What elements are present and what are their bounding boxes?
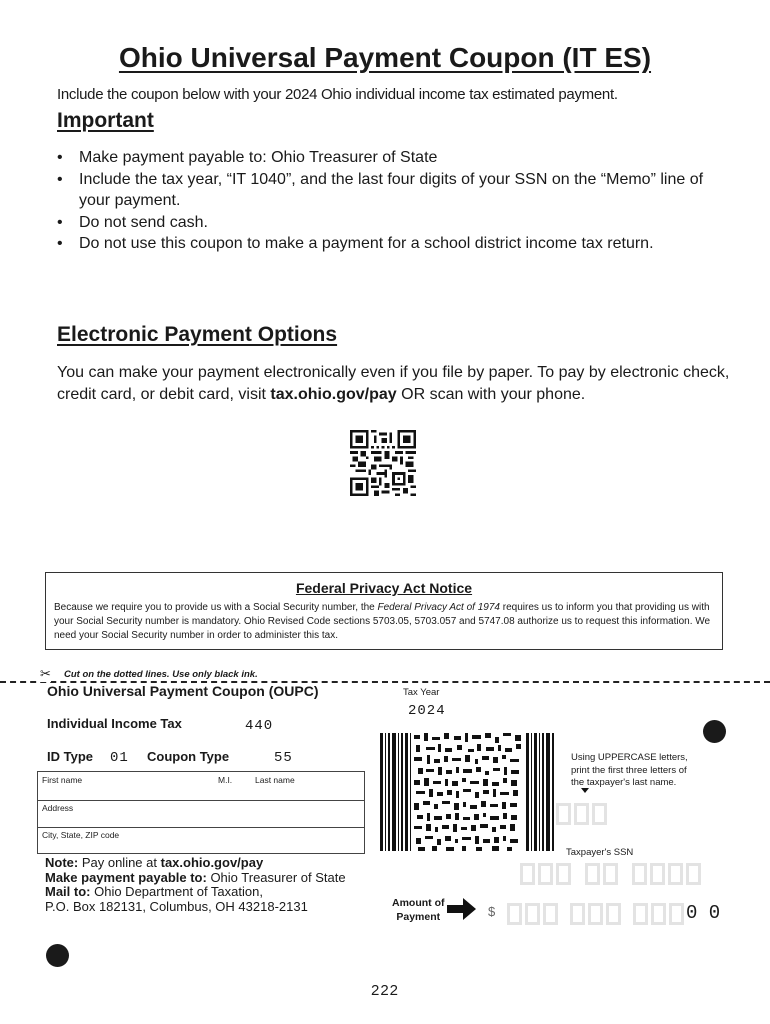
tax-year-label: Tax Year [403, 687, 440, 698]
address-row[interactable] [38, 801, 364, 828]
registration-dot-top [703, 720, 726, 743]
registration-dot-bottom [46, 944, 69, 967]
address-label: Address [42, 803, 74, 813]
ssn-label: Taxpayer's SSN [566, 847, 634, 858]
page-number: 222 [370, 982, 400, 999]
list-item: • Include the tax year, “IT 1040”, and the last four digits of your SSN on the “Memo” line of your payment. [57, 169, 737, 212]
ssn-boxes[interactable] [520, 863, 701, 885]
list-item: • Do not send cash. [57, 212, 737, 234]
id-type-value: 01 [110, 750, 129, 766]
amount-boxes[interactable] [507, 903, 684, 925]
list-item: • Do not use this coupon to make a payment for a school district income tax return. [57, 233, 737, 255]
id-type-label: ID Type [47, 749, 93, 764]
last-name-label: Last name [255, 775, 295, 785]
mi-label: M.I. [218, 775, 233, 785]
scissors-icon: ✂ [40, 666, 51, 681]
electronic-text: You can make your payment electronically even if you file by paper. To pay by electronic check, credit card, or debit card, visit tax.ohio.gov/pay OR scan with your phone. [57, 364, 730, 403]
city-row[interactable] [38, 828, 364, 855]
arrow-down-icon [581, 788, 589, 793]
important-heading: Important [57, 109, 154, 132]
first-name-label: First name [42, 775, 83, 785]
cents-value: 0 0 [686, 902, 721, 924]
pay-link[interactable]: tax.ohio.gov/pay [270, 385, 397, 403]
income-tax-label: Individual Income Tax [47, 716, 182, 731]
page-title: Ohio Universal Payment Coupon (IT ES) [118, 42, 652, 73]
last-name-boxes[interactable] [556, 803, 607, 825]
tax-year-value: 2024 [408, 703, 446, 719]
privacy-text: Because we require you to provide us with a Social Security number, the Federal Privacy Act of 1974 requires us to inform you that providing us with your Social Security number is mandatory. Ohio Revised Code sections 5703.05, 5703.057 and 5747.08 authorize us to request this information. We need your Social Security number in order to administer this tax. [54, 602, 711, 641]
important-list [57, 147, 737, 255]
cut-note: Cut on the dotted lines. Use only black ink. [64, 669, 258, 680]
uppercase-note: Using UPPERCASE letters, print the first three letters of the taxpayer's last name. [571, 752, 688, 788]
dollar-sign: $ [488, 904, 496, 919]
intro-text: Include the coupon below with your 2024 Ohio individual income tax estimated payment. [57, 86, 618, 103]
income-tax-code: 440 [245, 718, 274, 734]
privacy-heading: Federal Privacy Act Notice [295, 580, 473, 596]
city-label: City, State, ZIP code [42, 830, 120, 840]
qr-code-icon[interactable] [350, 430, 416, 496]
list-item: • Make payment payable to: Ohio Treasurer of State [57, 147, 737, 169]
coupon-title: Ohio Universal Payment Coupon (OUPC) [47, 683, 319, 699]
barcode-icon [380, 733, 555, 851]
arrow-right-icon [447, 897, 477, 921]
name-row[interactable] [38, 772, 364, 801]
taxpayer-info-box [37, 771, 365, 854]
amount-label: Amount of Payment [392, 897, 445, 923]
electronic-heading: Electronic Payment Options [57, 323, 338, 346]
coupon-type-value: 55 [274, 750, 293, 766]
mailing-note: Note: Pay online at tax.ohio.gov/pay Make payment payable to: Ohio Treasurer of State Mail to: Ohio Department of Taxation, P.O. Box 182131, Columbus, OH 43218-2131 [45, 855, 346, 914]
coupon-type-label: Coupon Type [147, 749, 230, 764]
privacy-notice [45, 572, 723, 650]
